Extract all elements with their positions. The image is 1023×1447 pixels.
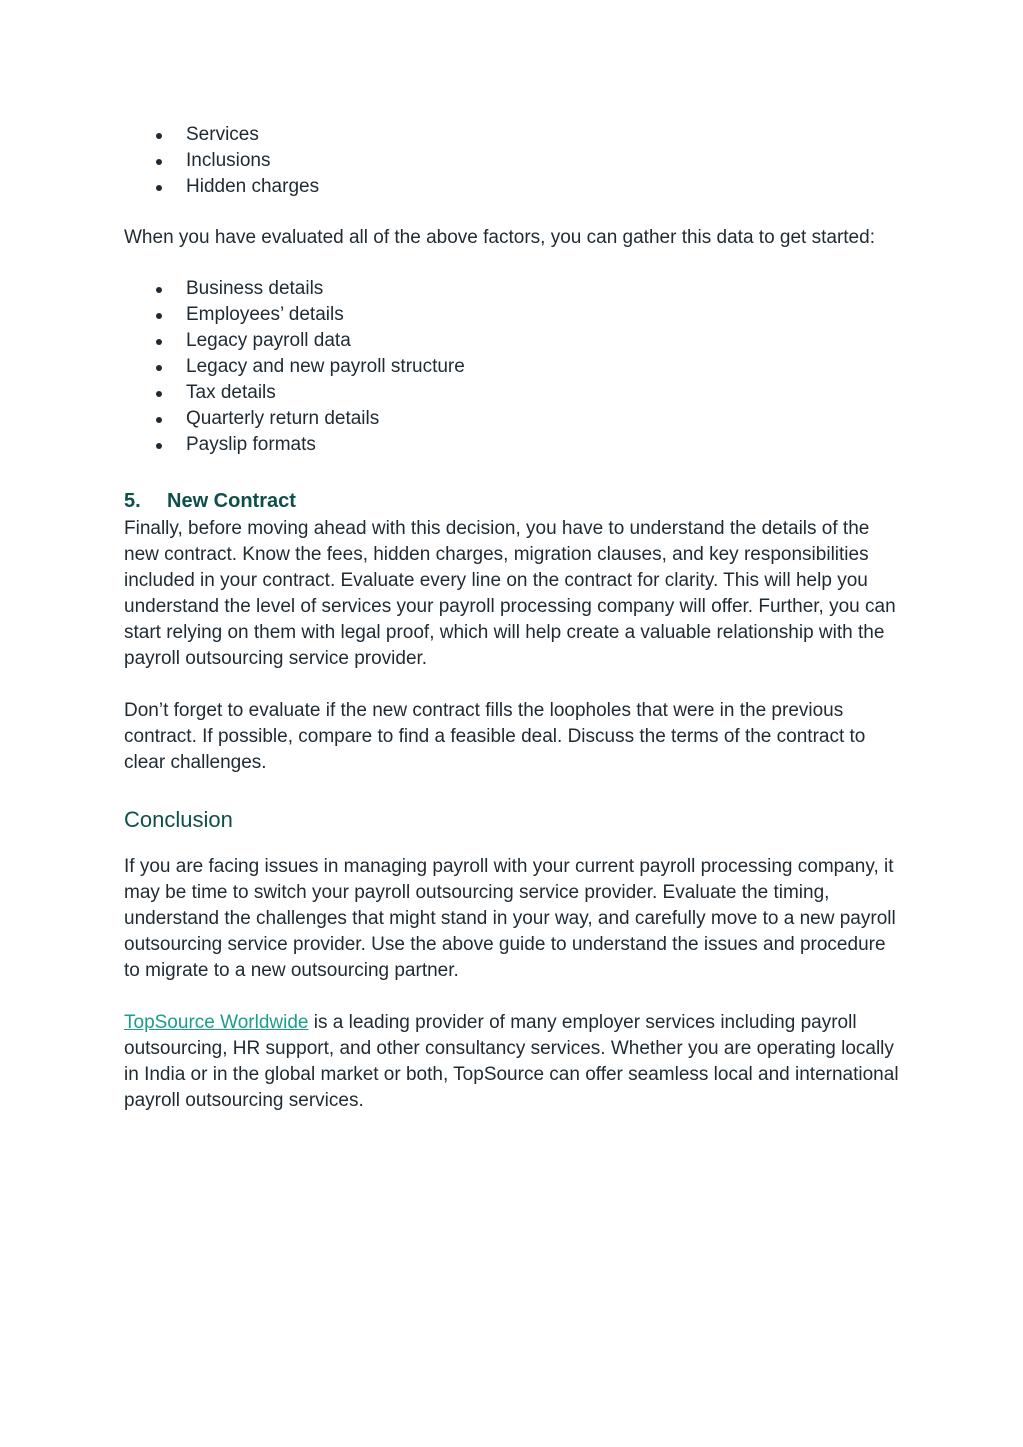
bullet-icon (156, 133, 162, 139)
list-item (124, 302, 904, 328)
list-item-text: Legacy and new payroll structure (186, 356, 465, 377)
bullet-icon (156, 313, 162, 319)
bullet-icon (156, 339, 162, 345)
gather-intro-paragraph: When you have evaluated all of the above factors, you can gather this data to get started: (124, 227, 875, 248)
section-title: New Contract (167, 490, 296, 512)
bullet-icon (156, 417, 162, 423)
topsource-link[interactable]: TopSource Worldwide (124, 1012, 309, 1033)
list-item (124, 174, 904, 200)
conclusion-paragraph-2 (124, 1010, 904, 1114)
page-content (124, 122, 904, 1114)
list-item-text: Legacy payroll data (186, 330, 351, 351)
list-item-text: Business details (186, 278, 324, 299)
top-bullet-list (124, 122, 904, 200)
section-heading-new-contract (124, 486, 904, 516)
list-item (124, 380, 904, 406)
list-item-text: Tax details (186, 382, 276, 403)
list-item (124, 276, 904, 302)
list-item (124, 406, 904, 432)
list-item (124, 328, 904, 354)
list-item (124, 354, 904, 380)
data-bullet-list (124, 276, 904, 458)
bullet-icon (156, 391, 162, 397)
list-item (124, 148, 904, 174)
list-item-text: Quarterly return details (186, 408, 380, 429)
new-contract-paragraph-2: Don’t forget to evaluate if the new contract fills the loopholes that were in the previous contract. If possible, compare to find a feasible deal. Discuss the terms of the contract to clear challenges. (124, 700, 866, 773)
list-item-text: Payslip formats (186, 434, 316, 455)
bullet-icon (156, 365, 162, 371)
list-item-text: Employees’ details (186, 304, 344, 325)
list-item (124, 432, 904, 458)
new-contract-paragraph-1: Finally, before moving ahead with this decision, you have to understand the details of the new contract. Know the fees, hidden charges, migration clauses, and key responsibilities included in your contract. Evaluate every line on the contract for clarity. This will help you understand the level of services your payroll processing company will offer. Further, you can start relying on them with legal proof, which will help create a valuable relationship with the payroll outsourcing service provider. (124, 518, 896, 669)
conclusion-paragraph-1: If you are facing issues in managing payroll with your current payroll processing company, it may be time to switch your payroll outsourcing service provider. Evaluate the timing, understand the challenges that might stand in your way, and carefully move to a new payroll outsourcing service provider. Use the above guide to understand the issues and procedure to migrate to a new outsourcing partner. (124, 856, 896, 981)
bullet-icon (156, 185, 162, 191)
bullet-icon (156, 287, 162, 293)
list-item-text: Services (186, 124, 259, 145)
section-number: 5. (124, 490, 141, 512)
list-item (124, 122, 904, 148)
list-item-text: Inclusions (186, 150, 271, 171)
conclusion-paragraph-2-text: is a leading provider of many employer services including payroll outsourcing, HR support, and other consultancy services. Whether you are operating locally in India or in the global market or both, TopSource can offer seamless local and international payroll outsourcing services. (124, 1012, 899, 1111)
bullet-icon (156, 159, 162, 165)
conclusion-heading: Conclusion (124, 807, 233, 832)
list-item-text: Hidden charges (186, 176, 320, 197)
bullet-icon (156, 443, 162, 449)
